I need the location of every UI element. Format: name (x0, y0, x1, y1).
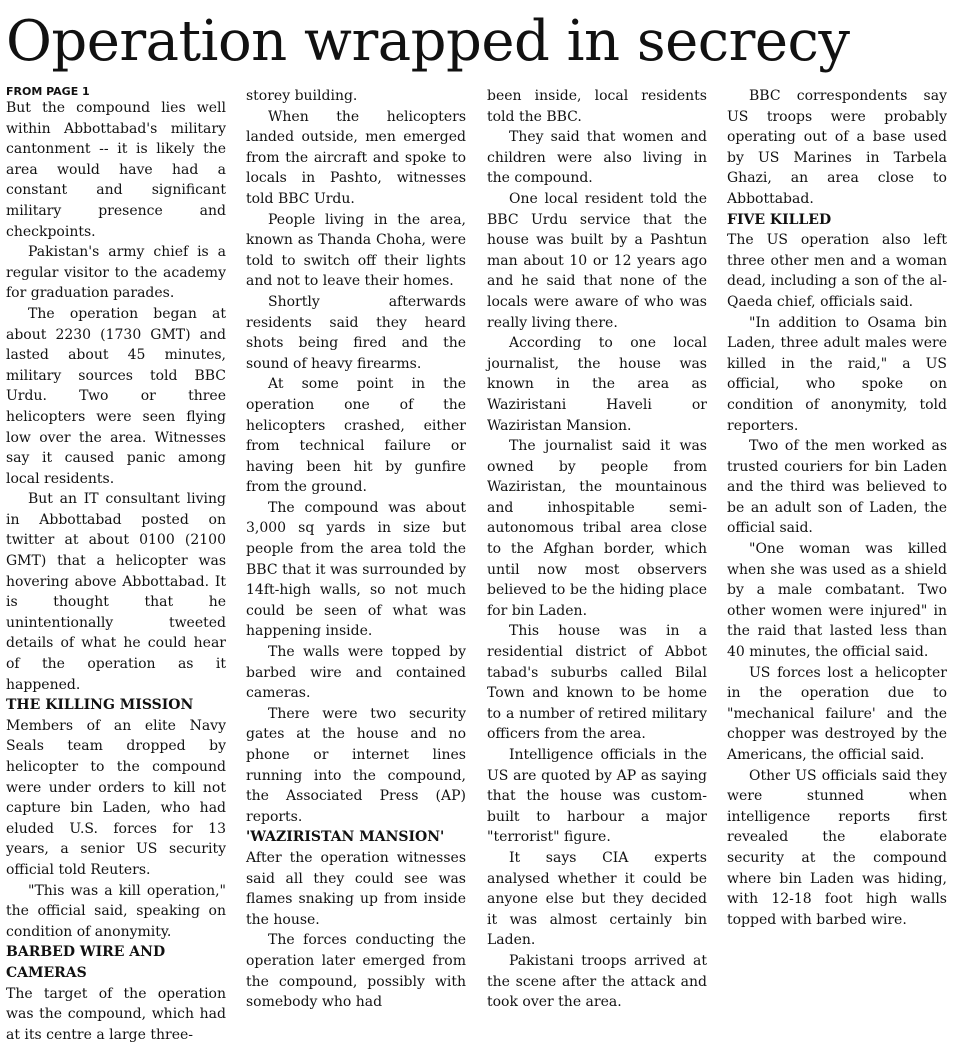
paragraph: There were two security gates at the house and no phone or internet lines running into the compound, the Associated Press (AP) reports. (246, 705, 466, 825)
paragraph: Pakistan's army chief is a regular visitor to the academy for graduation parades. (6, 244, 226, 302)
paragraph: It says CIA experts analysed whether it could be anyone else but they decided it was almost certainly bin Laden. (487, 849, 707, 949)
subheading-killing-mission: THE KILLING MISSION (6, 697, 194, 714)
headline: Operation wrapped in secrecy (6, 9, 850, 74)
paragraph: At some point in the operation one of the helicopters crashed, either from technical failure or having been hit by gunfire from the ground. (246, 376, 466, 496)
subheading-five-killed: FIVE KILLED (727, 211, 832, 228)
paragraph: "One woman was killed when she was used as a shield by a male combatant. Two other women were injured" in the raid that lasted less than 40 minutes, the official said. (727, 541, 947, 661)
article-column-1 (6, 86, 226, 1045)
paragraph: US forces lost a helicopter in the operation due to "mechanical failure' and the chopper was destroyed by the Americans, the official said. (727, 664, 947, 763)
paragraph: The operation began at about 2230 (1730 GMT) and lasted about 45 minutes, military sources told BBC Urdu. Two or three helicopters were seen flying low over the area. Witnesses say it caused panic among local residents. (6, 305, 226, 487)
paragraph: Shortly afterwards residents said they heard shots being fired and the sound of heavy firearms. (246, 293, 466, 372)
paragraph: The forces conducting the operation later emerged from the compound, possibly with somebody who had (246, 932, 466, 1011)
article-column-2 (246, 86, 466, 1013)
paragraph: They said that women and children were also living in the compound. (487, 129, 707, 187)
paragraph: When the helicopters landed outside, men emerged from the aircraft and spoke to locals in Pashto, witnesses told BBC Urdu. (246, 108, 466, 207)
paragraph: Intelligence officials in the US are quoted by AP as saying that the house was custom-built to harbour a major "terrorist" figure. (487, 747, 707, 846)
paragraph: After the operation witnesses said all they could see was flames snaking up from inside the house. (246, 849, 466, 928)
paragraph: The journalist said it was owned by people from Waziristan, the mountainous and inhospitable semi-autonomous tribal area close to the Afghan border, which until now most observers believed to be the hiding place for bin Laden. (487, 438, 707, 619)
paragraph: been inside, local residents told the BBC. (487, 88, 707, 125)
paragraph: "In addition to Osama bin Laden, three adult males were killed in the raid," a US official, who spoke on condition of anonymity, told reporters. (727, 314, 947, 434)
paragraph: storey building. (246, 88, 358, 104)
paragraph: Two of the men worked as trusted couriers for bin Laden and the third was believed to be an adult son of Laden, the official said. (727, 438, 947, 537)
paragraph: People living in the area, known as Thanda Choha, were told to switch off their lights and not to leave their homes. (246, 211, 466, 290)
paragraph: Pakistani troops arrived at the scene after the attack and took over the area. (487, 952, 707, 1011)
paragraph: The compound was about 3,000 sq yards in size but people from the area told the BBC that it was surrounded by 14ft-high walls, so not much could be seen of what was happening inside. (246, 499, 466, 640)
kicker-from-page-1: FROM PAGE 1 (6, 85, 90, 98)
paragraph: The US operation also left three other men and a woman dead, including a son of the al-Qaeda chief, officials said. (727, 232, 947, 310)
paragraph: This house was in a residential district of Abbot tabad's suburbs called Bilal Town and known to be home to a number of retired military officers from the area. (487, 623, 707, 743)
paragraph: The target of the operation was the compound, which had at its centre a large three- (6, 985, 226, 1043)
subheading-waziristan-mansion: 'WAZIRISTAN MANSION' (246, 829, 445, 846)
paragraph: One local resident told the BBC Urdu service that the house was built by a Pashtun man about 10 or 12 years ago and he said that none of the locals were aware of who was really living there. (487, 190, 707, 331)
paragraph: The walls were topped by barbed wire and contained cameras. (246, 644, 466, 702)
article-column-4 (727, 86, 947, 930)
paragraph: But the compound lies well within Abbottabad's military cantonment -- it is likely the area would have had a constant and significant military presence and checkpoints. (6, 100, 226, 240)
paragraph: Members of an elite Navy Seals team dropped by helicopter to the compound were under orders to kill not capture bin Laden, who had eluded U.S. forces for 13 years, a senior US security official told Reuters. (6, 717, 226, 878)
paragraph: According to one local journalist, the house was known in the area as Waziristani Haveli or Waziristan Mansion. (487, 335, 707, 434)
article-column-3 (487, 86, 707, 1013)
subheading-barbed-wire: BARBED WIRE AND CAMERAS (6, 944, 166, 981)
paragraph: "This was a kill operation," the official said, speaking on condition of anonymity. (6, 882, 226, 940)
paragraph: BBC correspondents say US troops were probably operating out of a base used by US Marines in Tarbela Ghazi, an area close to Abbottabad. (727, 88, 947, 207)
paragraph: Other US officials said they were stunned when intelligence reports first revealed the elaborate security at the compound where bin Laden was hiding, with 12-18 foot high walls topped with barbed wire. (727, 767, 947, 928)
paragraph: But an IT consultant living in Abbottabad posted on twitter at about 0100 (2100 GMT) that a helicopter was hovering above Abbottabad. It is thought that he unintentionally tweeted details of what he could hear of the operation as it happened. (6, 491, 226, 693)
